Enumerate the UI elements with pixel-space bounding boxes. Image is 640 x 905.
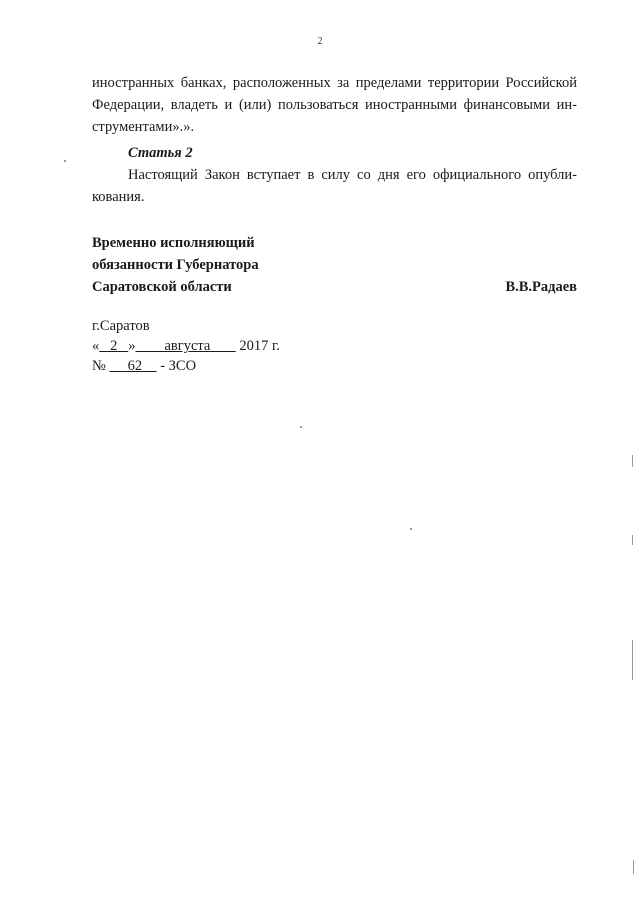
scan-edge-mark xyxy=(632,535,633,545)
continued-paragraph xyxy=(92,72,577,138)
signature-block xyxy=(92,232,577,298)
scan-edge-mark xyxy=(632,640,633,680)
article-text-line: Настоящий Закон вступает в силу со дня его официального опубли- xyxy=(128,167,577,183)
signatory-position: Саратовской области xyxy=(92,279,232,295)
date-line xyxy=(92,336,577,356)
number-suffix: - ЗСО xyxy=(160,358,197,374)
signatory-position: обязанности Губернатора xyxy=(92,257,259,273)
number-prefix: № xyxy=(92,358,106,374)
law-number-line xyxy=(92,356,577,376)
signatory-name: В.В.Радаев xyxy=(505,279,577,295)
place-date-block xyxy=(92,316,577,376)
page-number: 2 xyxy=(317,36,323,47)
signature-row xyxy=(92,276,577,298)
law-number: 62 xyxy=(127,358,143,374)
signatory-position: Временно исполняющий xyxy=(92,235,255,251)
scan-edge-mark xyxy=(633,860,634,874)
article-title: Статья 2 xyxy=(128,145,193,161)
scan-speck xyxy=(64,160,66,162)
date-month: августа xyxy=(164,338,211,354)
city: г.Саратов xyxy=(92,318,150,334)
date-day: 2 xyxy=(110,338,118,354)
paragraph-line: Федерации, владеть и (или) пользоваться иностранными финансовыми ин- xyxy=(92,97,577,113)
paragraph-line: струментами».». xyxy=(92,119,195,135)
article-text-line: кования. xyxy=(92,189,145,205)
date-open-quote: « xyxy=(92,338,100,354)
date-year: 2017 г. xyxy=(239,338,280,354)
scan-speck xyxy=(410,528,412,530)
paragraph-line: иностранных банках, расположенных за пределами территории Российской xyxy=(92,75,577,91)
scan-speck xyxy=(300,426,302,428)
article-2 xyxy=(92,142,577,208)
scan-edge-mark xyxy=(632,455,633,467)
date-close-quote: » xyxy=(128,338,136,354)
